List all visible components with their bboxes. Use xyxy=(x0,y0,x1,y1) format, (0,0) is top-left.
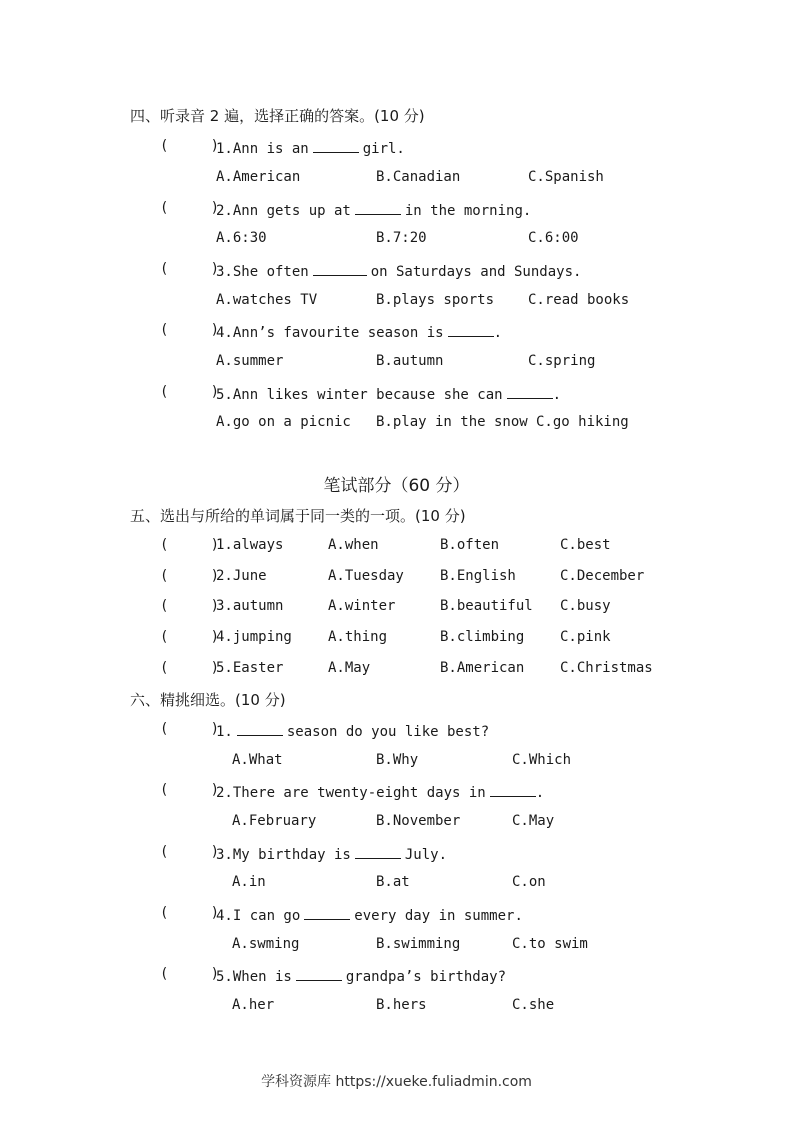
blank xyxy=(304,905,350,920)
option-b[interactable]: B.November xyxy=(376,813,461,829)
option-c[interactable]: C.go hiking xyxy=(536,414,629,430)
option-c[interactable]: C.best xyxy=(560,537,611,553)
question-number: 5. xyxy=(216,969,233,985)
answer-paren[interactable]: ( ) xyxy=(160,721,220,737)
option-a[interactable]: A.Tuesday xyxy=(328,568,404,584)
question-number: 4. xyxy=(216,325,233,341)
question-text: Ann gets up at xyxy=(232,203,351,219)
option-a[interactable]: A.summer xyxy=(216,353,284,369)
question-4-4 xyxy=(216,322,502,341)
option-a[interactable]: A.May xyxy=(328,660,371,676)
question-4-5 xyxy=(216,384,561,403)
question-number: 2. xyxy=(216,785,233,801)
given-word: 3.autumn xyxy=(216,598,284,614)
option-b[interactable]: B.often xyxy=(440,537,500,553)
question-text-end: . xyxy=(535,785,545,801)
blank xyxy=(355,200,401,215)
answer-paren[interactable]: ( ) xyxy=(160,138,220,154)
answer-paren[interactable]: ( ) xyxy=(160,905,220,921)
option-a[interactable]: A.watches TV xyxy=(216,292,318,308)
question-6-4 xyxy=(216,905,523,924)
option-c[interactable]: C.read books xyxy=(528,292,630,308)
question-text-end: girl. xyxy=(362,141,405,157)
question-number: 3. xyxy=(216,847,233,863)
option-c[interactable]: C.to swim xyxy=(512,936,588,952)
option-c[interactable]: C.pink xyxy=(560,629,611,645)
option-b[interactable]: B.plays sports xyxy=(376,292,495,308)
blank xyxy=(296,966,342,981)
option-a[interactable]: A.go on a picnic xyxy=(216,414,351,430)
option-b[interactable]: B.autumn xyxy=(376,353,444,369)
option-c[interactable]: C.Spanish xyxy=(528,169,604,185)
question-text-end: on Saturdays and Sundays. xyxy=(370,264,582,280)
section-6-heading: 六、精挑细选。(10 分) xyxy=(130,691,286,709)
question-text-end: . xyxy=(493,325,503,341)
blank xyxy=(237,721,283,736)
option-a[interactable]: A.thing xyxy=(328,629,388,645)
option-b[interactable]: B.Why xyxy=(376,752,419,768)
question-number: 1. xyxy=(216,141,233,157)
question-4-3 xyxy=(216,261,581,280)
question-text: My birthday is xyxy=(232,847,351,863)
option-b[interactable]: B.Canadian xyxy=(376,169,461,185)
option-c[interactable]: C.December xyxy=(560,568,645,584)
option-b[interactable]: B.climbing xyxy=(440,629,525,645)
question-text-end: in the morning. xyxy=(404,203,532,219)
question-number: 2. xyxy=(216,203,233,219)
answer-paren[interactable]: ( ) xyxy=(160,568,220,584)
question-6-5 xyxy=(216,966,506,985)
question-text: Ann’s favourite season is xyxy=(232,325,444,341)
answer-paren[interactable]: ( ) xyxy=(160,629,220,645)
question-6-1 xyxy=(216,721,489,740)
option-a[interactable]: A.American xyxy=(216,169,301,185)
option-a[interactable]: A.February xyxy=(232,813,317,829)
section-5-heading: 五、选出与所给的单词属于同一类的一项。(10 分) xyxy=(130,507,466,525)
question-text: There are twenty-eight days in xyxy=(232,785,486,801)
question-4-2 xyxy=(216,200,531,219)
option-c[interactable]: C.6:00 xyxy=(528,230,579,246)
option-a[interactable]: A.6:30 xyxy=(216,230,267,246)
answer-paren[interactable]: ( ) xyxy=(160,322,220,338)
option-b[interactable]: B.American xyxy=(440,660,525,676)
question-text: I can go xyxy=(232,908,301,924)
option-b[interactable]: B.at xyxy=(376,874,410,890)
option-b[interactable]: B.play in the snow xyxy=(376,414,528,430)
answer-paren[interactable]: ( ) xyxy=(160,966,220,982)
option-a[interactable]: A.her xyxy=(232,997,275,1013)
footer-watermark: 学科资源库 https://xueke.fuliadmin.com xyxy=(261,1074,532,1090)
option-b[interactable]: B.English xyxy=(440,568,516,584)
option-a[interactable]: A.swming xyxy=(232,936,300,952)
blank xyxy=(448,322,494,337)
question-6-2 xyxy=(216,782,544,801)
option-b[interactable]: B.swimming xyxy=(376,936,461,952)
option-b[interactable]: B.hers xyxy=(376,997,427,1013)
answer-paren[interactable]: ( ) xyxy=(160,782,220,798)
option-a[interactable]: A.winter xyxy=(328,598,396,614)
option-c[interactable]: C.Christmas xyxy=(560,660,653,676)
question-6-3 xyxy=(216,844,447,863)
section-4-heading: 四、听录音 2 遍，选择正确的答案。(10 分) xyxy=(130,107,425,125)
answer-paren[interactable]: ( ) xyxy=(160,598,220,614)
question-text: Ann is an xyxy=(232,141,309,157)
answer-paren[interactable]: ( ) xyxy=(160,384,220,400)
question-4-1 xyxy=(216,138,405,157)
option-a[interactable]: A.when xyxy=(328,537,379,553)
answer-paren[interactable]: ( ) xyxy=(160,660,220,676)
question-text: Ann likes winter because she can xyxy=(232,387,503,403)
question-text-end: July. xyxy=(404,847,448,863)
option-c[interactable]: C.Which xyxy=(512,752,572,768)
question-text-end: every day in summer. xyxy=(354,908,523,924)
option-b[interactable]: B.7:20 xyxy=(376,230,427,246)
option-c[interactable]: C.on xyxy=(512,874,546,890)
option-c[interactable]: C.May xyxy=(512,813,555,829)
question-number: 4. xyxy=(216,908,233,924)
question-text-end: grandpa’s birthday? xyxy=(345,969,507,985)
answer-paren[interactable]: ( ) xyxy=(160,537,220,553)
option-b[interactable]: B.beautiful xyxy=(440,598,533,614)
question-text: She often xyxy=(232,264,309,280)
blank xyxy=(490,782,536,797)
question-number: 1. xyxy=(216,724,233,740)
option-c[interactable]: C.spring xyxy=(528,353,596,369)
blank xyxy=(507,384,553,399)
option-c[interactable]: C.she xyxy=(512,997,555,1013)
given-word: 5.Easter xyxy=(216,660,284,676)
answer-paren[interactable]: ( ) xyxy=(160,844,220,860)
question-text-end: season do you like best? xyxy=(286,724,490,740)
question-text: When is xyxy=(232,969,292,985)
given-word: 4.jumping xyxy=(216,629,292,645)
given-word: 2.June xyxy=(216,568,267,584)
option-c[interactable]: C.busy xyxy=(560,598,611,614)
option-a[interactable]: A.What xyxy=(232,752,283,768)
given-word: 1.always xyxy=(216,537,284,553)
written-part-title: 笔试部分（60 分） xyxy=(323,476,470,496)
blank xyxy=(313,138,359,153)
question-number: 5. xyxy=(216,387,233,403)
option-a[interactable]: A.in xyxy=(232,874,266,890)
blank xyxy=(313,261,367,276)
answer-paren[interactable]: ( ) xyxy=(160,200,220,216)
blank xyxy=(355,844,401,859)
question-text-end: . xyxy=(552,387,562,403)
question-number: 3. xyxy=(216,264,233,280)
answer-paren[interactable]: ( ) xyxy=(160,261,220,277)
